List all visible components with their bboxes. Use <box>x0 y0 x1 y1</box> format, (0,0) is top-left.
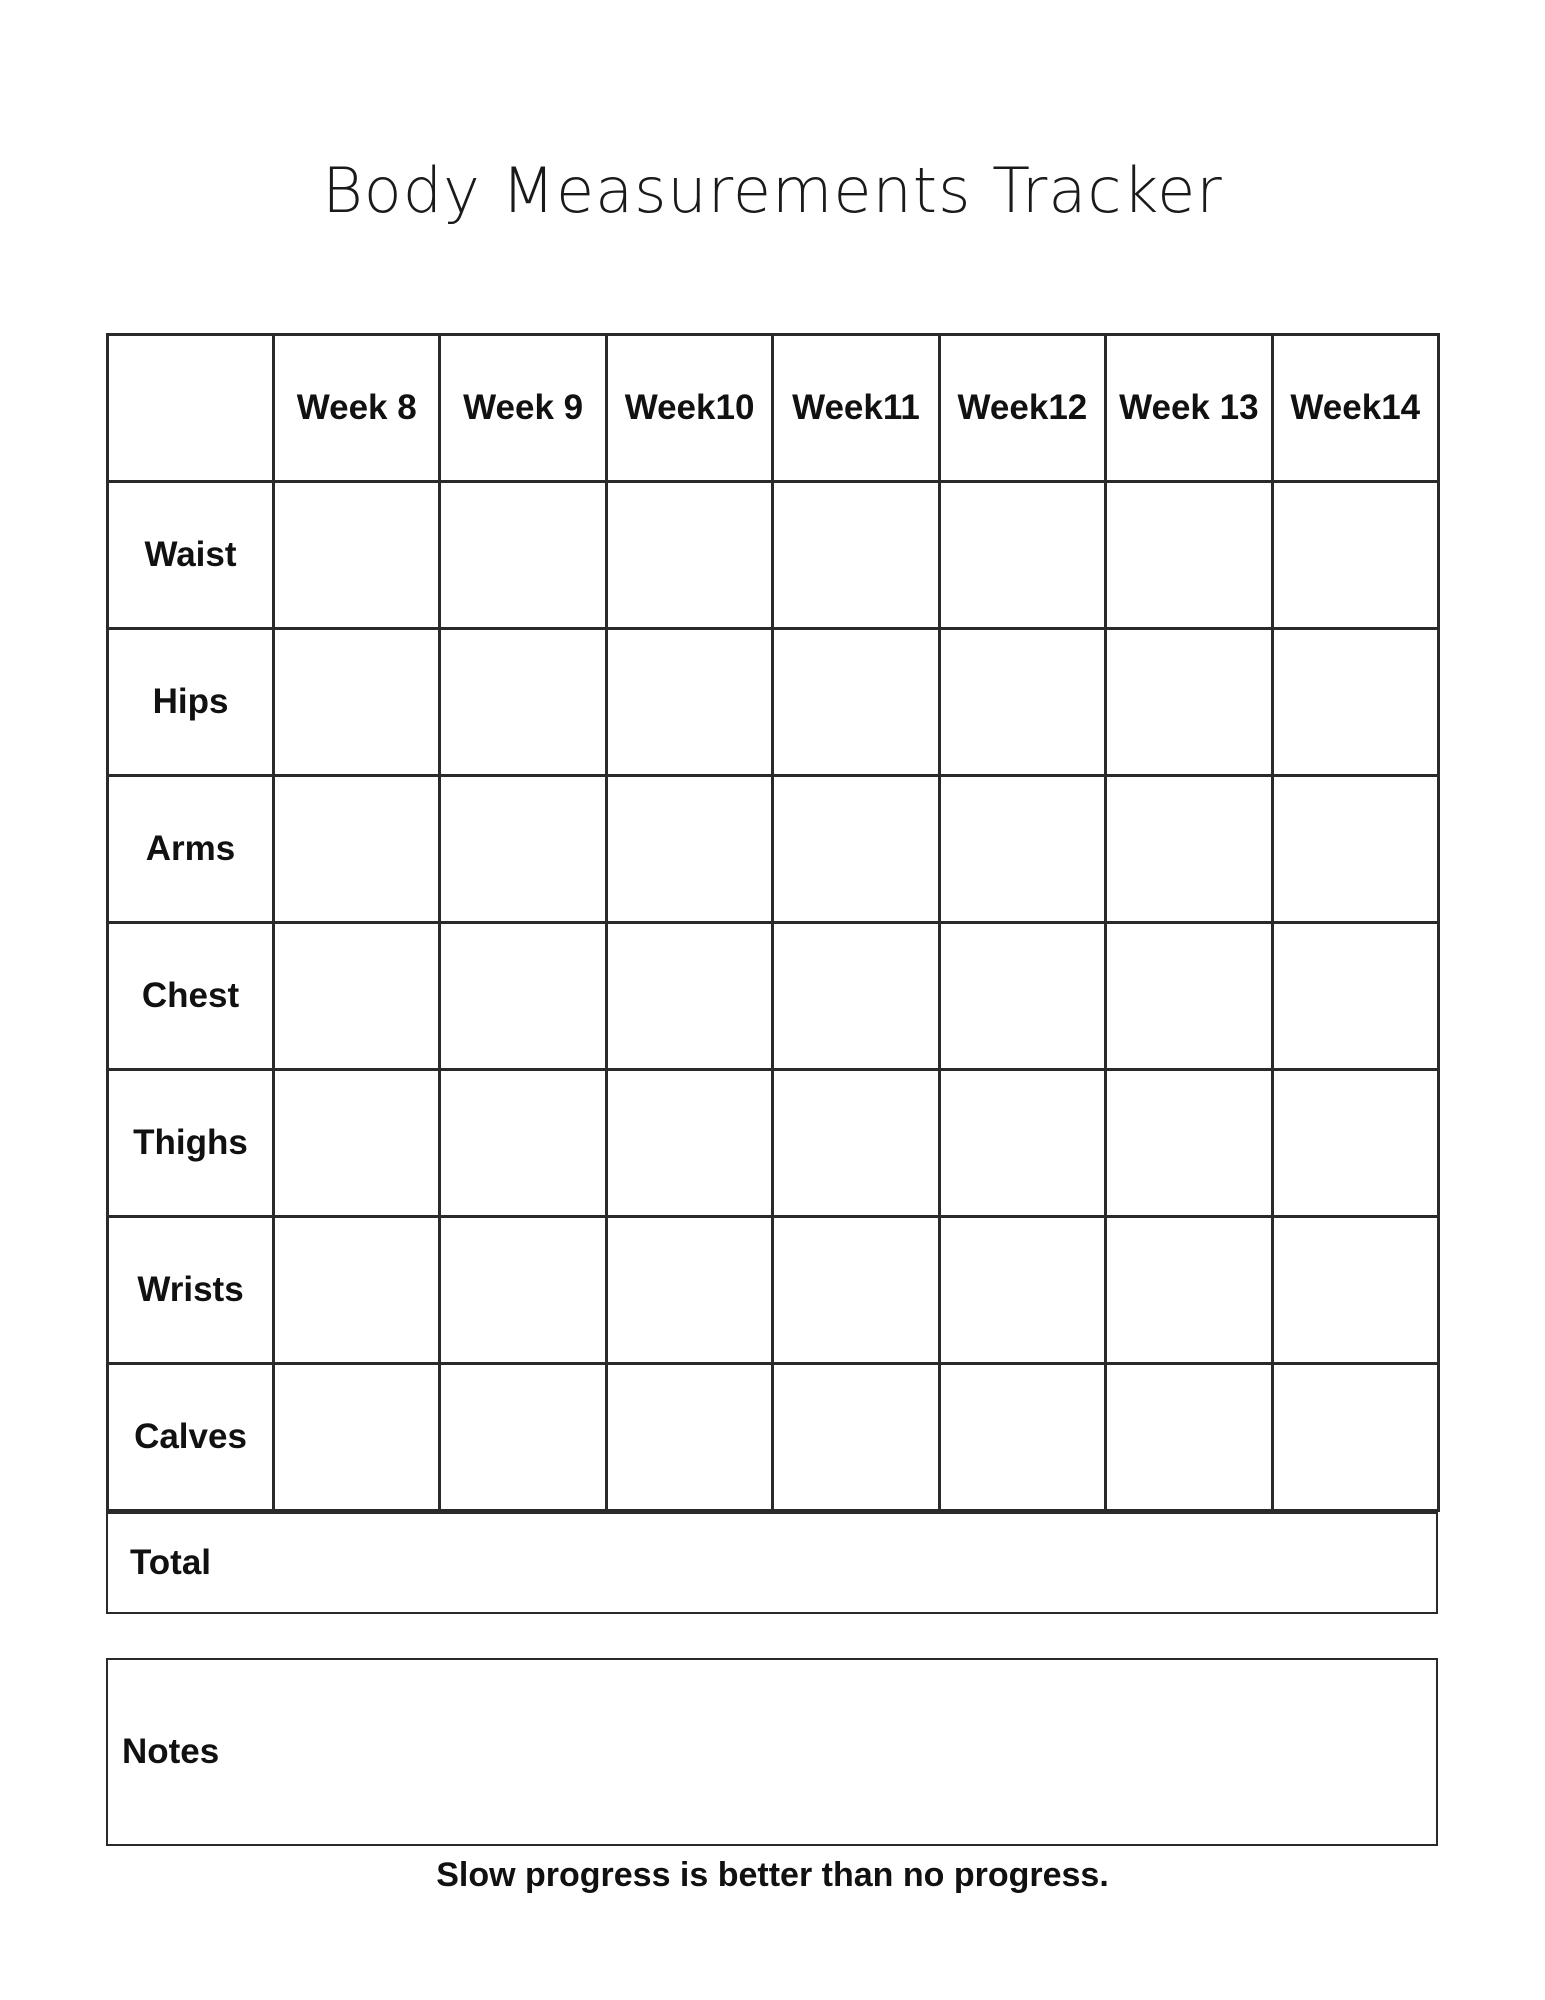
header-row <box>108 335 1439 482</box>
measurement-cell[interactable] <box>440 1364 606 1511</box>
measurement-cell[interactable] <box>773 629 939 776</box>
measurement-cell[interactable] <box>606 1364 772 1511</box>
measurement-cell[interactable] <box>1106 629 1272 776</box>
measurement-cell[interactable] <box>274 482 440 629</box>
table-row <box>108 482 1439 629</box>
column-header: Week11 <box>773 335 939 482</box>
measurement-cell[interactable] <box>1272 1217 1438 1364</box>
motivational-quote: Slow progress is better than no progress. <box>436 1856 1109 1894</box>
measurement-cell[interactable] <box>1106 1070 1272 1217</box>
measurement-cell[interactable] <box>274 629 440 776</box>
measurement-cell[interactable] <box>1272 1070 1438 1217</box>
measurement-cell[interactable] <box>606 1070 772 1217</box>
column-header: Week 9 <box>440 335 606 482</box>
measurement-cell[interactable] <box>773 1070 939 1217</box>
measurement-cell[interactable] <box>440 482 606 629</box>
measurement-cell[interactable] <box>1106 1217 1272 1364</box>
measurement-cell[interactable] <box>939 1070 1105 1217</box>
notes-label: Notes <box>122 1732 220 1771</box>
measurement-cell[interactable] <box>939 923 1105 1070</box>
table-row <box>108 629 1439 776</box>
row-label: Calves <box>108 1364 274 1511</box>
measurement-cell[interactable] <box>1106 776 1272 923</box>
measurement-cell[interactable] <box>939 482 1105 629</box>
measurement-cell[interactable] <box>773 776 939 923</box>
measurement-cell[interactable] <box>1272 629 1438 776</box>
measurement-cell[interactable] <box>1106 1364 1272 1511</box>
measurement-cell[interactable] <box>274 1070 440 1217</box>
table-row <box>108 1364 1439 1511</box>
measurement-cell[interactable] <box>440 1070 606 1217</box>
row-label: Thighs <box>108 1070 274 1217</box>
page-title: Body Measurements Tracker <box>322 154 1223 227</box>
measurements-table <box>106 333 1440 1512</box>
column-header: Week 13 <box>1106 335 1272 482</box>
row-label: Wrists <box>108 1217 274 1364</box>
column-header: Week 8 <box>274 335 440 482</box>
column-header: Week10 <box>606 335 772 482</box>
measurement-cell[interactable] <box>274 1217 440 1364</box>
measurement-cell[interactable] <box>606 629 772 776</box>
column-header: Week14 <box>1272 335 1438 482</box>
measurement-cell[interactable] <box>939 629 1105 776</box>
measurement-cell[interactable] <box>274 776 440 923</box>
table-row <box>108 1217 1439 1364</box>
measurement-cell[interactable] <box>1272 1364 1438 1511</box>
row-label: Waist <box>108 482 274 629</box>
total-label: Total <box>130 1543 212 1582</box>
measurement-cell[interactable] <box>274 923 440 1070</box>
measurement-cell[interactable] <box>1106 923 1272 1070</box>
table-row <box>108 923 1439 1070</box>
row-label: Hips <box>108 629 274 776</box>
total-field[interactable] <box>106 1512 1438 1614</box>
corner-cell <box>108 335 274 482</box>
table-row <box>108 776 1439 923</box>
measurement-cell[interactable] <box>773 482 939 629</box>
column-header: Week12 <box>939 335 1105 482</box>
measurement-cell[interactable] <box>773 923 939 1070</box>
measurement-cell[interactable] <box>939 1217 1105 1364</box>
measurement-cell[interactable] <box>773 1217 939 1364</box>
table-row <box>108 1070 1439 1217</box>
measurement-cell[interactable] <box>440 923 606 1070</box>
measurement-cell[interactable] <box>939 1364 1105 1511</box>
measurement-cell[interactable] <box>606 776 772 923</box>
row-label: Chest <box>108 923 274 1070</box>
measurement-cell[interactable] <box>440 776 606 923</box>
measurement-cell[interactable] <box>939 776 1105 923</box>
measurement-cell[interactable] <box>1272 923 1438 1070</box>
measurement-cell[interactable] <box>440 629 606 776</box>
measurement-cell[interactable] <box>606 923 772 1070</box>
measurement-cell[interactable] <box>274 1364 440 1511</box>
measurement-cell[interactable] <box>606 482 772 629</box>
row-label: Arms <box>108 776 274 923</box>
measurement-cell[interactable] <box>1106 482 1272 629</box>
measurement-cell[interactable] <box>606 1217 772 1364</box>
measurement-cell[interactable] <box>773 1364 939 1511</box>
measurement-cell[interactable] <box>440 1217 606 1364</box>
notes-field[interactable] <box>106 1658 1438 1846</box>
measurement-cell[interactable] <box>1272 776 1438 923</box>
measurement-cell[interactable] <box>1272 482 1438 629</box>
